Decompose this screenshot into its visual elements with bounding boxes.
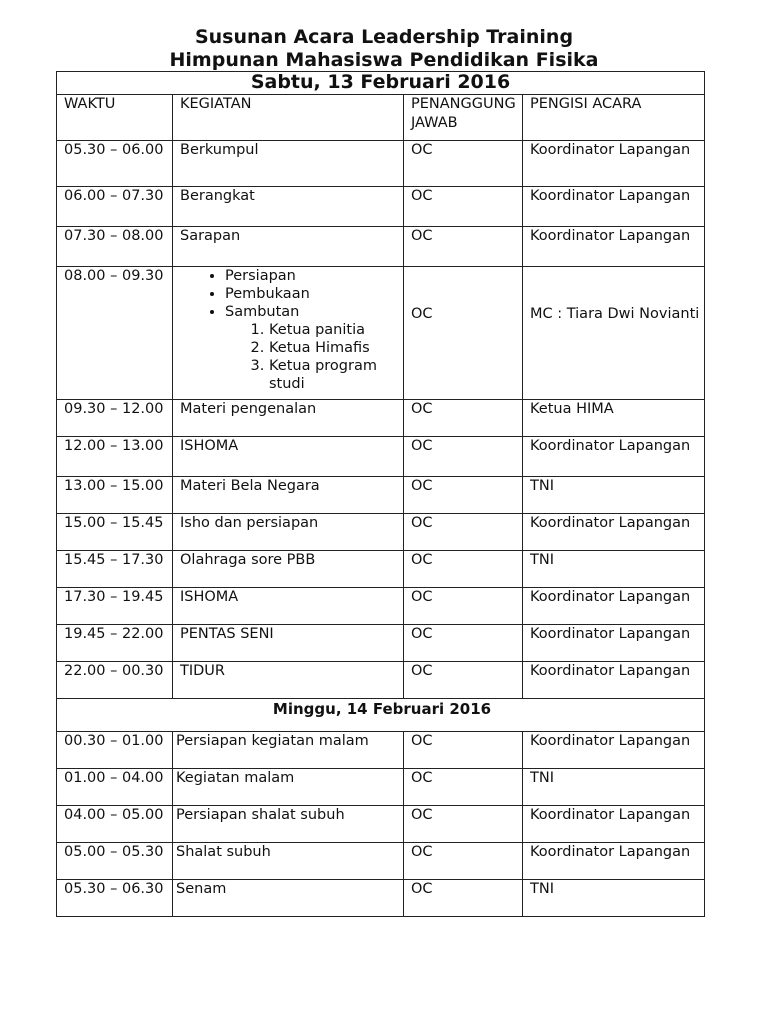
cell-pengisi-acara: Ketua HIMA [523,400,705,437]
cell-waktu: 12.00 – 13.00 [57,437,173,477]
cell-pengisi-acara: Koordinator Lapangan [523,141,705,187]
cell-penanggung-jawab: OC [404,141,523,187]
cell-penanggung-jawab: OC [404,843,523,880]
column-header-row [57,95,705,141]
cell-pengisi-acara: Koordinator Lapangan [523,662,705,699]
table-row [57,662,705,699]
list-item: 2. Ketua Himafis [269,339,399,357]
cell-waktu: 13.00 – 15.00 [57,477,173,514]
cell-penanggung-jawab: OC [404,227,523,267]
cell-pengisi-acara: TNI [523,551,705,588]
cell-pengisi-acara: TNI [523,880,705,917]
cell-waktu: 09.30 – 12.00 [57,400,173,437]
cell-kegiatan: ISHOMA [173,437,404,477]
cell-pengisi-acara: TNI [523,769,705,806]
table-row [57,437,705,477]
table-row [57,880,705,917]
cell-kegiatan: Berkumpul [173,141,404,187]
cell-kegiatan: Materi Bela Negara [173,477,404,514]
cell-penanggung-jawab: OC [404,732,523,769]
cell-kegiatan: PENTAS SENI [173,625,404,662]
cell-waktu: 22.00 – 00.30 [57,662,173,699]
cell-waktu: 15.00 – 15.45 [57,514,173,551]
cell-waktu: 08.00 – 09.30 [57,267,173,400]
cell-pengisi-acara: Koordinator Lapangan [523,625,705,662]
cell-kegiatan: Senam [173,880,404,917]
cell-pengisi-acara: Koordinator Lapangan [523,187,705,227]
cell-pengisi-acara: Koordinator Lapangan [523,514,705,551]
cell-waktu: 17.30 – 19.45 [57,588,173,625]
cell-kegiatan: Persiapan kegiatan malam [173,732,404,769]
day2-label: Minggu, 14 Februari 2016 [57,699,705,732]
cell-waktu: 19.45 – 22.00 [57,625,173,662]
cell-penanggung-jawab: OC [404,551,523,588]
cell-penanggung-jawab: OC [404,400,523,437]
header-kegiatan: KEGIATAN [173,95,404,141]
table-row [57,732,705,769]
day1-label: Sabtu, 13 Februari 2016 [57,72,705,95]
table-row [57,514,705,551]
document-title: Susunan Acara Leadership Training [194,26,574,48]
cell-kegiatan: Sarapan [173,227,404,267]
table-row [57,551,705,588]
cell-kegiatan: Materi pengenalan [173,400,404,437]
cell-pengisi-acara: Koordinator Lapangan [523,843,705,880]
list-item: 3. Ketua program studi [269,357,399,393]
cell-waktu: 05.30 – 06.00 [57,141,173,187]
cell-pengisi-acara: Koordinator Lapangan [523,437,705,477]
kegiatan-numbered-list [173,321,399,393]
table-row [57,141,705,187]
header-penanggung-jawab: PENANGGUNG JAWAB [404,95,523,141]
cell-penanggung-jawab: OC [404,806,523,843]
cell-waktu: 01.00 – 04.00 [57,769,173,806]
cell-penanggung-jawab: OC [404,477,523,514]
cell-pengisi-acara: Koordinator Lapangan [523,588,705,625]
cell-pengisi-acara: Koordinator Lapangan [523,732,705,769]
cell-kegiatan [173,267,404,400]
table-row [57,806,705,843]
list-item: 1. Ketua panitia [269,321,399,339]
cell-penanggung-jawab: OC [404,588,523,625]
cell-kegiatan: Shalat subuh [173,843,404,880]
cell-waktu: 00.30 – 01.00 [57,732,173,769]
cell-pengisi-acara: Koordinator Lapangan [523,806,705,843]
cell-pengisi-acara: Koordinator Lapangan [523,227,705,267]
cell-penanggung-jawab: OC [404,880,523,917]
cell-waktu: 05.00 – 05.30 [57,843,173,880]
list-item: • Persiapan [225,267,399,285]
list-item: • Pembukaan [225,285,399,303]
cell-waktu: 15.45 – 17.30 [57,551,173,588]
cell-waktu: 04.00 – 05.00 [57,806,173,843]
cell-penanggung-jawab: OC [404,187,523,227]
cell-kegiatan: Persiapan shalat subuh [173,806,404,843]
kegiatan-bullet-list [173,267,399,321]
cell-waktu: 06.00 – 07.30 [57,187,173,227]
table-row [57,769,705,806]
cell-kegiatan: Kegiatan malam [173,769,404,806]
header-waktu: WAKTU [57,95,173,141]
day1-header-row [57,72,705,95]
cell-kegiatan: ISHOMA [173,588,404,625]
cell-penanggung-jawab: OC [404,662,523,699]
cell-pengisi-acara: MC : Tiara Dwi Novianti [523,267,705,400]
cell-penanggung-jawab: OC [404,769,523,806]
cell-kegiatan: TIDUR [173,662,404,699]
table-row [57,625,705,662]
table-row [57,227,705,267]
cell-penanggung-jawab: OC [404,514,523,551]
document-subtitle: Himpunan Mahasiswa Pendidikan Fisika [169,49,599,71]
cell-penanggung-jawab: OC [404,267,523,400]
cell-kegiatan: Berangkat [173,187,404,227]
table-row [57,400,705,437]
cell-kegiatan: Olahraga sore PBB [173,551,404,588]
day2-header-row [57,699,705,732]
cell-waktu: 07.30 – 08.00 [57,227,173,267]
cell-penanggung-jawab: OC [404,437,523,477]
schedule-table [56,71,705,917]
table-row [57,477,705,514]
cell-pengisi-acara: TNI [523,477,705,514]
table-row [57,267,705,400]
table-row [57,843,705,880]
cell-waktu: 05.30 – 06.30 [57,880,173,917]
table-row [57,588,705,625]
cell-penanggung-jawab: OC [404,625,523,662]
cell-kegiatan: Isho dan persiapan [173,514,404,551]
table-row [57,187,705,227]
list-item: • Sambutan [225,303,399,321]
header-pengisi-acara: PENGISI ACARA [523,95,705,141]
